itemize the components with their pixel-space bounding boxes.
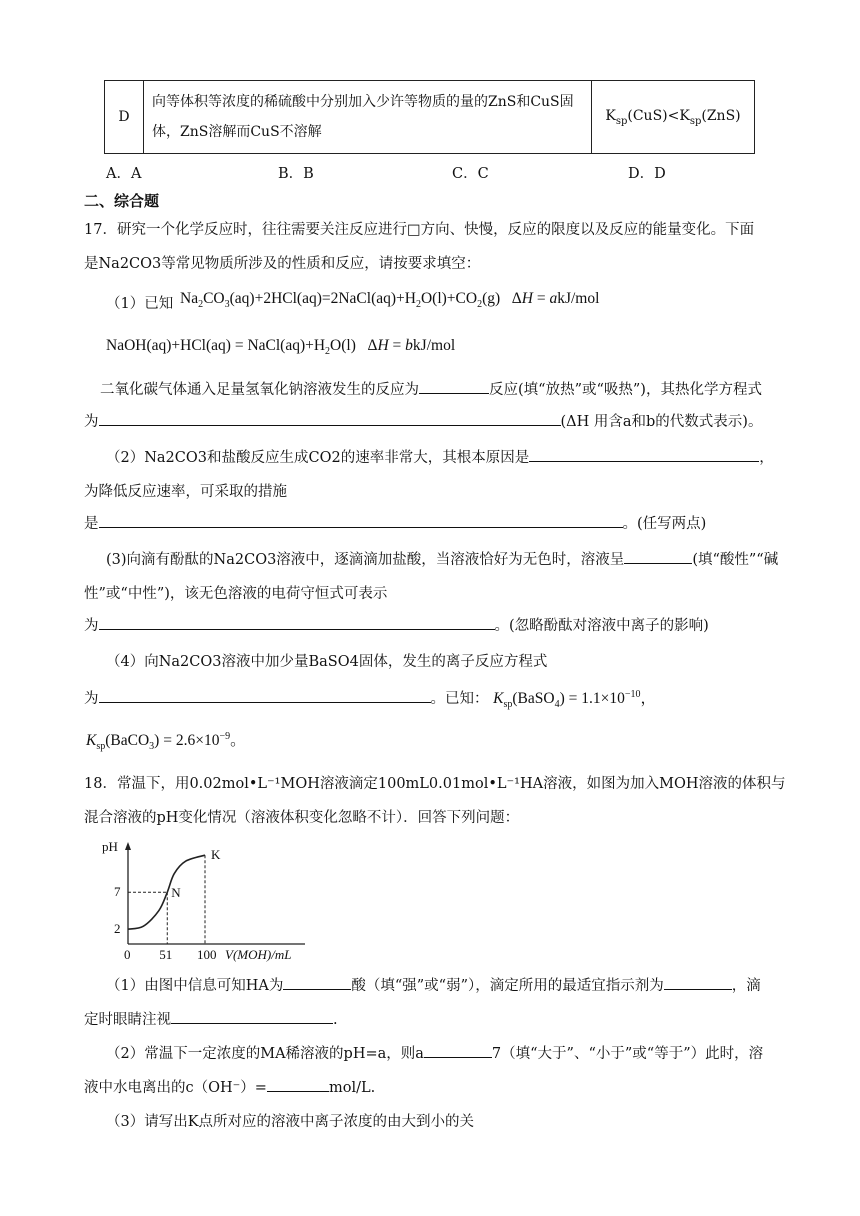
answer-blank[interactable]: [99, 615, 495, 630]
q18-p2-line1: （2）常温下一定浓度的MA稀溶液的pH=a，则a 7（填“大于”、“小于”或“等于”）此时，溶: [106, 1042, 763, 1063]
answer-blank[interactable]: [283, 975, 351, 990]
q17-p4-line1: （4）向Na2CO3溶液中加少量BaSO4固体，发生的离子反应方程式: [106, 654, 548, 670]
x-axis-label: V(MOH)/mL: [225, 947, 292, 962]
answer-blank[interactable]: [99, 411, 561, 426]
q17-p3-line1: (3)向滴有酚酞的Na2CO3溶液中，逐滴滴加盐酸，当溶液恰好为无色时，溶液呈 (填“酸性”“碱: [106, 548, 778, 569]
answer-blank[interactable]: [99, 688, 431, 703]
choice-c[interactable]: C．C: [452, 166, 489, 182]
x-tick-label: 51: [159, 947, 173, 962]
q17-equation-1: $Na_2CO_3(aq)+2HCl(aq)=2NaCl(aq)+H_2O(l)+CO_2(g) \Delta H = akJ/mol$: [180, 290, 600, 311]
answer-blank[interactable]: [624, 549, 692, 564]
y-tick-label: 2: [114, 921, 121, 937]
choice-d[interactable]: D．D: [628, 166, 666, 182]
answer-blank[interactable]: [171, 1009, 333, 1024]
q17-p1-line3: 二氧化碳气体通入足量氢氧化钠溶液发生的反应为 反应(填“放热”或“吸热”)，其热化学方程式: [100, 378, 762, 399]
y-axis-label: pH: [102, 839, 118, 854]
option-table: [104, 80, 755, 154]
q17-p1-line4: 为 (ΔH 用含a和b的代数式表示)。: [84, 410, 762, 431]
answer-blank[interactable]: [529, 447, 759, 462]
option-conclusion: $K_{sp}(CuS)<K_{sp}(ZnS)$: [592, 81, 755, 154]
q18-p1-line1: （1）由图中信息可知HA为 酸（填“强”或“弱”），滴定所用的最适宜指示剂为 ，滴: [106, 974, 761, 995]
q17-p4-line2: 为 。已知： $K_{sp}(BaSO_4) = 1.1\times 10^{-10}$，: [84, 688, 656, 711]
answer-blank[interactable]: [664, 975, 732, 990]
answer-blank[interactable]: [419, 379, 489, 394]
titration-chart: [100, 836, 320, 962]
answer-blank[interactable]: [267, 1077, 329, 1092]
q18-p3-line1: （3）请写出K点所对应的溶液中离子浓度的由大到小的关: [106, 1114, 475, 1130]
answer-blank[interactable]: [424, 1043, 492, 1058]
table-row: [105, 81, 755, 154]
q17-p3-line2: 性”或“中性”)，该无色溶液的电荷守恒式可表示: [84, 586, 388, 602]
x-tick-label: 100: [197, 947, 217, 962]
q17-ksp-baco3: $K_{sp}(BaCO_3) = 2.6\times 10^{-9}$。: [86, 730, 246, 753]
q17-p2-line2: 为降低反应速率，可采取的措施: [84, 484, 287, 500]
choice-a[interactable]: A．A: [106, 166, 142, 182]
section-title: 二、综合题: [84, 192, 160, 210]
q18-intro-2: 混合溶液的pH变化情况（溶液体积变化忽略不计）．回答下列问题：: [84, 810, 520, 826]
answer-blank[interactable]: [99, 513, 623, 528]
x-tick-label: 0: [124, 947, 131, 962]
q17-intro-2: 是Na2CO3等常见物质所涉及的性质和反应，请按要求填空：: [84, 256, 481, 272]
point-label-k: K: [211, 847, 221, 863]
q17-p2-line3: 是 。(任写两点): [84, 512, 706, 533]
point-label-n: N: [171, 885, 181, 901]
q17-p3-line3: 为 。(忽略酚酞对溶液中离子的影响): [84, 614, 709, 635]
option-content: 向等体积等浓度的稀硫酸中分别加入少许等物质的量的ZnS和CuS固体，ZnS溶解而CuS不溶解: [144, 81, 592, 154]
q18-intro-1: 18．常温下，用0.02mol•L⁻¹MOH溶液滴定100mL0.01mol•L⁻¹HA溶液，如图为加入MOH溶液的体积与: [84, 776, 786, 792]
q17-intro-1: 17．研究一个化学反应时，往往需要关注反应进行□方向、快慢，反应的限度以及反应的能量变化。下面: [84, 222, 755, 238]
y-axis-arrow: [125, 842, 131, 850]
q17-equation-2: NaOH(aq)+HCl(aq) = $NaCl(aq)+H_2O(l) \Delta H = bkJ/mol$: [106, 337, 456, 358]
q17-p2-line1: （2）Na2CO3和盐酸反应生成CO2的速率非常大，其根本原因是 ，: [106, 446, 774, 467]
q17-p1-prefix: （1）已知: [106, 296, 174, 312]
choice-b[interactable]: B．B: [278, 166, 314, 182]
q18-p2-line2: 液中水电离出的c（OH⁻）= mol/L.: [84, 1076, 375, 1097]
q18-p1-line2: 定时眼睛注视 .: [84, 1008, 338, 1029]
option-letter: D: [105, 81, 144, 154]
y-tick-label: 7: [114, 884, 121, 900]
